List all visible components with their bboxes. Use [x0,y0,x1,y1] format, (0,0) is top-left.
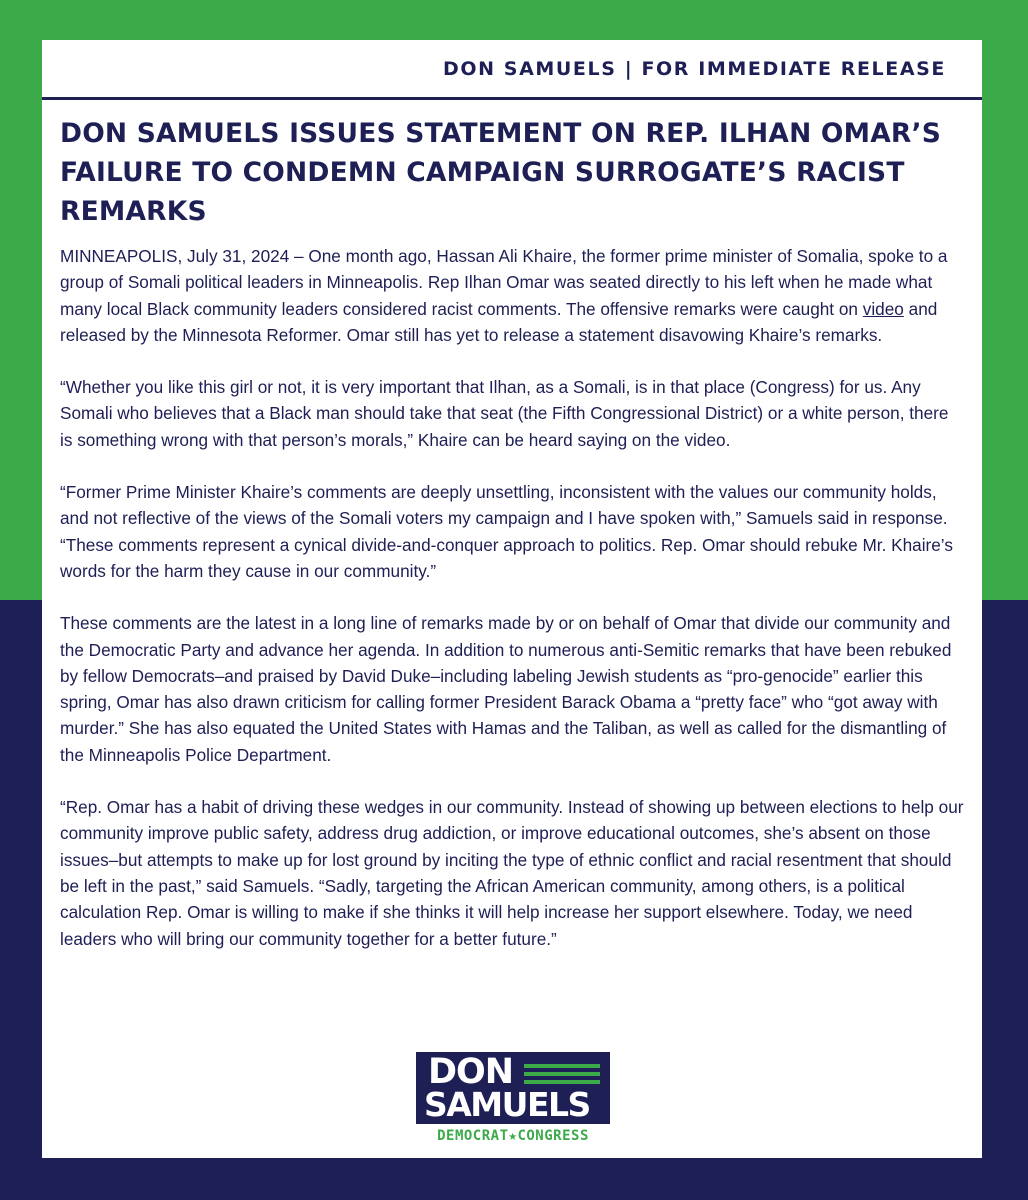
logo-box [416,1052,610,1124]
logo-stripe [524,1064,600,1068]
logo-name-last: SAMUELS [424,1085,590,1124]
release-header [42,40,982,100]
video-link[interactable]: video [862,298,904,319]
logo-stripe [524,1080,600,1084]
paragraph-khaire-quote: “Whether you like this girl or not, it is very important that Ilhan, as a Somali, is in that place (Congress) for us. Any Somali who believes that a Black man should take that seat (the Fifth Congressional District) or a white person, there is something wrong with that person’s morals,” Khaire can be heard saying on the video. [60,377,949,450]
paragraph-intro-text-start: MINNEAPOLIS, July 31, 2024 – One month ago, Hassan Ali Khaire, the former prime minister of Somalia, spoke to a group of Somali political leaders in Minneapolis. Rep Ilhan Omar was seated directly to his left when he made what many local Black community leaders considered racist comments. The offensive remarks were caught on [60,246,948,319]
release-body [42,100,982,952]
campaign-logo [416,1052,610,1144]
logo-name-first: DON [428,1052,514,1092]
press-release-card [42,40,982,1158]
paragraph-intro-text-end: and released by the Minnesota Reformer. Omar still has yet to release a statement disavowing Khaire’s remarks. [60,298,938,345]
paragraph-closing-quote: “Rep. Omar has a habit of driving these wedges in our community. Instead of showing up between elections to help our community improve public safety, address drug addiction, or improve educational outcomes, she’s absent on those issues–but attempts to make up for lost ground by inciting the type of ethnic conflict and racial resentment that should be left in the past,” said Samuels. “Sadly, targeting the African American community, among others, is a political calculation Rep. Omar is willing to make if she thinks it will help increase her support elsewhere. Today, we need leaders who will bring our community together for a better future.” [60,797,964,949]
headline: DON SAMUELS ISSUES STATEMENT ON REP. ILHAN OMAR’S FAILURE TO CONDEMN CAMPAIGN SURROGATE’S RACIST REMARKS [60,118,942,227]
paragraph-context: These comments are the latest in a long line of remarks made by or on behalf of Omar that divide our community and the Democratic Party and advance her agenda. In addition to numerous anti-Semitic remarks that have been rebuked by fellow Democrats–and praised by David Duke–including labeling Jewish students as “pro-genocide” earlier this spring, Omar has also drawn criticism for calling former President Barack Obama a “pretty face” who “got away with murder.” She has also equated the United States with Hamas and the Taliban, as well as called for the dismantling of the Minneapolis Police Department. [60,613,952,765]
logo-stripe [524,1072,600,1076]
release-header-label: DON SAMUELS | FOR IMMEDIATE RELEASE [442,57,946,80]
paragraph-samuels-response: “Former Prime Minister Khaire’s comments are deeply unsettling, inconsistent with the values our community holds, and not reflective of the views of the Somali voters my campaign and I have spoken with,” Samuels said in response. “These comments represent a cynical divide-and-conquer approach to politics. Rep. Omar should rebuke Mr. Khaire’s words for the harm they cause in our community.” [60,482,953,581]
logo-tagline: DEMOCRAT★CONGRESS [437,1128,589,1144]
paragraph-intro [60,243,964,348]
